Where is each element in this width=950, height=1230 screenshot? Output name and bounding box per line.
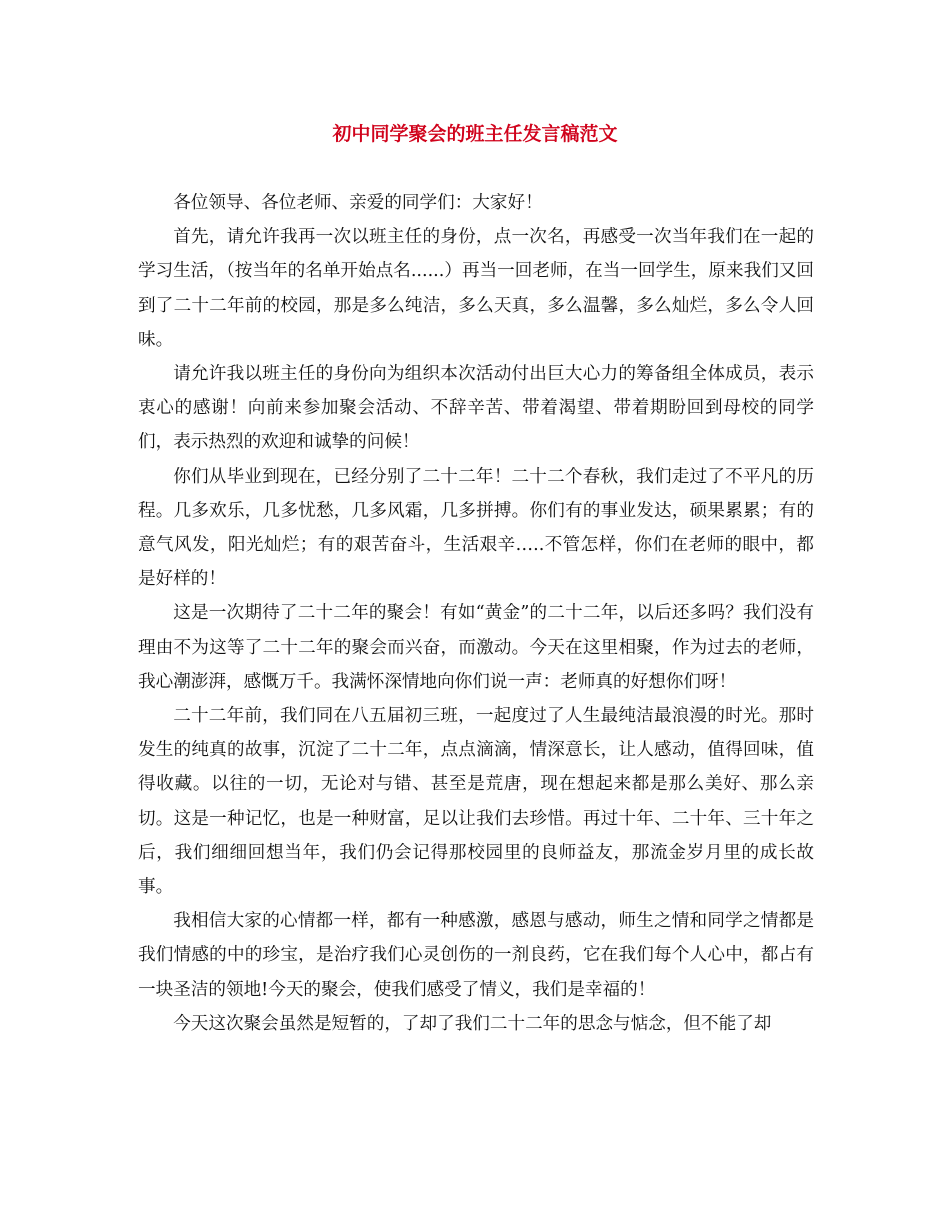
document-body (138, 186, 814, 1041)
document-title: 初中同学聚会的班主任发言稿范文 (332, 123, 618, 145)
paragraph: 你们从毕业到现在，已经分别了二十二年！二十二个春秋，我们走过了不平凡的历程。几多欢乐，几多忧愁，几多风霜，几多拼搏。你们有的事业发达，硕果累累；有的意气风发，阳光灿烂；有的艰苦奋斗，生活艰辛…..不管怎样，你们在老师的眼中，都是好样的！ (138, 466, 814, 590)
paragraph: 首先，请允许我再一次以班主任的身份，点一次名，再感受一次当年我们在一起的学习生活，（按当年的名单开始点名......）再当一回老师，在当一回学生，原来我们又回到了二十二年前的校园，那是多么纯洁，多么天真，多么温馨，多么灿烂，多么令人回味。 (138, 227, 814, 350)
paragraph: 二十二年前，我们同在八五届初三班，一起度过了人生最纯洁最浪漫的时光。那时发生的纯真的故事，沉淀了二十二年，点点滴滴，情深意长，让人感动，值得回味，值得收藏。以往的一切，无论对与错、甚至是荒唐，现在想起来都是那么美好、那么亲切。这是一种记忆，也是一种财富，足以让我们去珍惜。再过十年、二十年、三十年之后，我们细细回想当年，我们仍会记得那校园里的良师益友，那流金岁月里的成长故事。 (138, 706, 814, 898)
paragraph: 请允许我以班主任的身份向为组织本次活动付出巨大心力的筹备组全体成员，表示衷心的感谢！向前来参加聚会活动、不辞辛苦、带着渴望、带着期盼回到母校的同学们，表示热烈的欢迎和诚挚的问候！ (138, 364, 814, 453)
paragraph-greeting: 各位领导、各位老师、亲爱的同学们：大家好！ (173, 193, 543, 213)
paragraph: 这是一次期待了二十二年的聚会！有如“黄金”的二十二年，以后还多吗？我们没有理由不为这等了二十二年的聚会而兴奋，而激动。今天在这里相聚，作为过去的老师，我心潮澎湃，感慨万千。我满怀深情地向你们说一声：老师真的好想你们呀！ (138, 603, 814, 692)
paragraph: 今天这次聚会虽然是短暂的，了却了我们二十二年的思念与惦念，但不能了却 (173, 1013, 772, 1034)
paragraph: 我相信大家的心情都一样，都有一种感激，感恩与感动，师生之情和同学之情都是我们情感的中的珍宝，是治疗我们心灵创伤的一剂良药，它在我们每个人心中，都占有一块圣洁的领地!今天的聚会，使我们感受了情义，我们是幸福的！ (138, 911, 814, 1000)
